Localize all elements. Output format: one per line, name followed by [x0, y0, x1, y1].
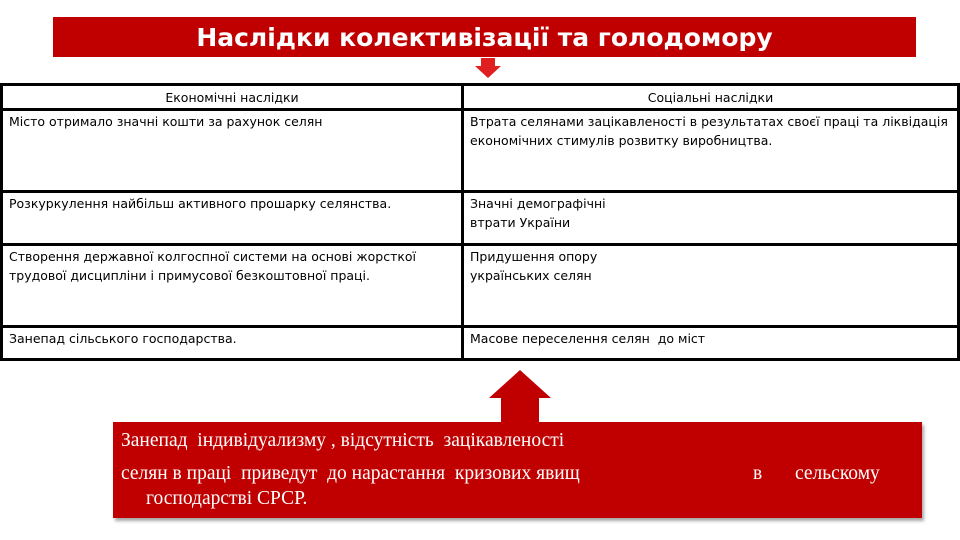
conclusion-line-1: Занепад індивідуализму , відсутність зацікавленості [121, 430, 565, 451]
conclusion-line-2-word-a: в [753, 463, 763, 484]
table-row [2, 110, 959, 192]
cell-economic: Створення державної колгоспної системи на основі жорсткої трудової дисципліни і примусової безкоштовної праці. [2, 245, 463, 327]
cell-economic: Занепад сільського господарства. [2, 327, 463, 360]
consequences-table [0, 83, 960, 361]
cell-economic: Розкуркулення найбільш активного прошарку селянства. [2, 192, 463, 245]
page-title: Наслідки колективізації та голодомору [196, 22, 773, 52]
conclusion-box [113, 422, 922, 518]
cell-social: Масове переселення селян до міст [463, 327, 959, 360]
table-header-row [2, 85, 959, 110]
table-row [2, 192, 959, 245]
cell-social: Значні демографічні втрати України [463, 192, 959, 245]
cell-social: Втрата селянами зацікавленості в результатах своєї праці та ліквідація економічних стимулів розвитку виробництва. [463, 110, 959, 192]
cell-social: Придушення опору українських селян [463, 245, 959, 327]
conclusion-line-2-word-b: сельскому [795, 463, 880, 484]
conclusion-line-2: селян в праці приведут до нарастання кризових явищ [121, 463, 580, 484]
header-economic: Економічні наслідки [2, 85, 463, 110]
up-arrow-icon [489, 370, 551, 428]
cell-economic: Місто отримало значні кошти за рахунок селян [2, 110, 463, 192]
title-banner [53, 17, 916, 57]
table-row [2, 327, 959, 360]
table-row [2, 245, 959, 327]
header-social: Соціальні наслідки [463, 85, 959, 110]
conclusion-line-3: господарстві СРСР. [146, 488, 308, 509]
